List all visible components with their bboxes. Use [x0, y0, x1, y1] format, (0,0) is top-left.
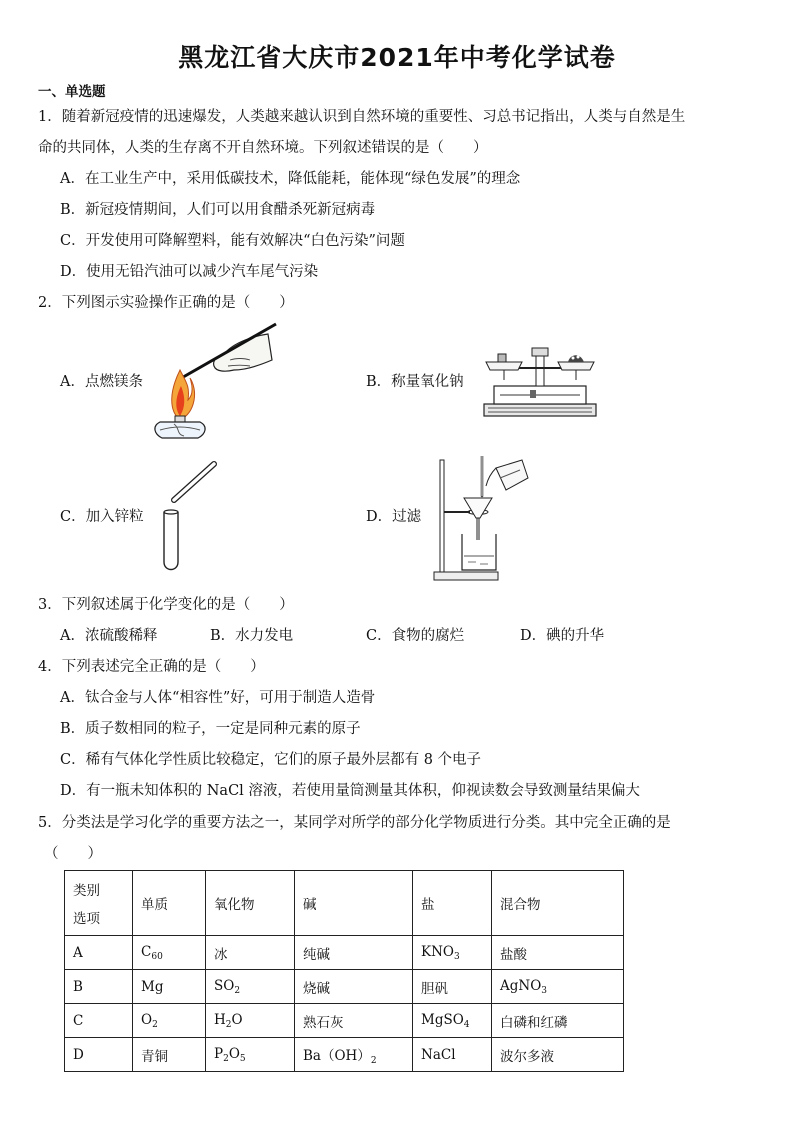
- q1-option-d: D．使用无铅汽油可以减少汽车尾气污染: [60, 264, 319, 280]
- q2-option-a: A．点燃镁条: [60, 374, 143, 390]
- balance-scale-figure: [480, 340, 600, 420]
- column-header: 氧化物: [206, 871, 295, 936]
- row-label: C: [65, 1004, 133, 1038]
- q3-option-d: D．碘的升华: [520, 628, 605, 644]
- q5-stem-line2: （ ）: [44, 846, 102, 862]
- classification-table: [64, 870, 624, 1072]
- column-header: 单质: [133, 871, 206, 936]
- row-label: D: [65, 1038, 133, 1072]
- q4-option-c: C．稀有气体化学性质比较稳定，它们的原子最外层都有 8 个电子: [60, 752, 482, 768]
- table-header-row: [65, 871, 624, 936]
- table-cell: NaCl: [413, 1038, 492, 1072]
- q2-option-b: B．称量氧化钠: [366, 374, 464, 390]
- table-row: [65, 1038, 624, 1072]
- table-row: [65, 970, 624, 1004]
- table-cell: $O_2$: [133, 1004, 206, 1038]
- q3-option-c: C．食物的腐烂: [366, 628, 465, 644]
- table-cell: $Ba(OH)_2$: [295, 1038, 413, 1072]
- q3-option-a: A．浓硫酸稀释: [60, 628, 158, 644]
- table-cell: Mg: [133, 970, 206, 1004]
- q1-option-c: C．开发使用可降解塑料，能有效解决“白色污染”问题: [60, 233, 405, 249]
- table-cell: $KNO_3$: [413, 936, 492, 970]
- table-cell: AgNO$_3$: [492, 970, 624, 1004]
- header-category-label: 类别: [73, 883, 100, 899]
- exam-title: 黑龙江省大庆市2021年中考化学试卷: [178, 43, 616, 72]
- table-cell: $H_2O$: [206, 1004, 295, 1038]
- table-cell: 波尔多液: [492, 1038, 624, 1072]
- table-row: [65, 936, 624, 970]
- column-header: 混合物: [492, 871, 624, 936]
- q1-stem-line2: 命的共同体，人类的生存离不开自然环境。下列叙述错误的是（ ）: [38, 140, 488, 156]
- table-cell: 青铜: [133, 1038, 206, 1072]
- q2-option-c: C．加入锌粒: [60, 509, 144, 525]
- q4-option-a: A．钛合金与人体“相容性”好，可用于制造人造骨: [60, 690, 376, 706]
- table-cell: 冰: [206, 936, 295, 970]
- column-header: 碱: [295, 871, 413, 936]
- q2-option-d: D．过滤: [366, 509, 422, 525]
- alcohol-lamp-magnesium-figure: [150, 320, 280, 442]
- table-cell: 熟石灰: [295, 1004, 413, 1038]
- row-label: A: [65, 936, 133, 970]
- q4-option-d: D．有一瓶未知体积的 NaCl 溶液，若使用量筒测量其体积，仰视读数会导致测量结果偏大: [60, 783, 640, 799]
- q3-stem: 3．下列叙述属于化学变化的是（ ）: [38, 597, 294, 613]
- q1-option-a: A．在工业生产中，采用低碳技术，降低能耗，能体现“绿色发展”的理念: [60, 171, 521, 187]
- table-cell: 纯碱: [295, 936, 413, 970]
- q1-stem-line1: 1．随着新冠疫情的迅速爆发，人类越来越认识到自然环境的重要性、习总书记指出，人类与自然是生: [38, 109, 686, 125]
- q4-stem: 4．下列表述完全正确的是（ ）: [38, 659, 265, 675]
- filtration-apparatus-figure: [430, 456, 530, 582]
- q1-option-b: B．新冠疫情期间，人们可以用食醋杀死新冠病毒: [60, 202, 376, 218]
- table-cell: $SO_2$: [206, 970, 295, 1004]
- table-corner-cell: [65, 871, 133, 936]
- test-tube-figure: [158, 458, 224, 574]
- header-option-label: 选项: [73, 911, 100, 927]
- table-cell: MgSO$_4$: [413, 1004, 492, 1038]
- column-header: 盐: [413, 871, 492, 936]
- table-cell: 白磷和红磷: [492, 1004, 624, 1038]
- table-cell: 胆矾: [413, 970, 492, 1004]
- q5-stem-line1: 5．分类法是学习化学的重要方法之一，某同学对所学的部分化学物质进行分类。其中完全正确的是: [38, 815, 671, 831]
- q3-option-b: B．水力发电: [210, 628, 294, 644]
- table-row: [65, 1004, 624, 1038]
- table-cell: $C_{60}$: [133, 936, 206, 970]
- table-cell: $P_2O_5$: [206, 1038, 295, 1072]
- table-cell: 盐酸: [492, 936, 624, 970]
- q2-stem: 2．下列图示实验操作正确的是（ ）: [38, 295, 294, 311]
- row-label: B: [65, 970, 133, 1004]
- section-heading: 一、单选题: [38, 84, 106, 100]
- table-cell: 烧碱: [295, 970, 413, 1004]
- q4-option-b: B．质子数相同的粒子，一定是同种元素的原子: [60, 721, 361, 737]
